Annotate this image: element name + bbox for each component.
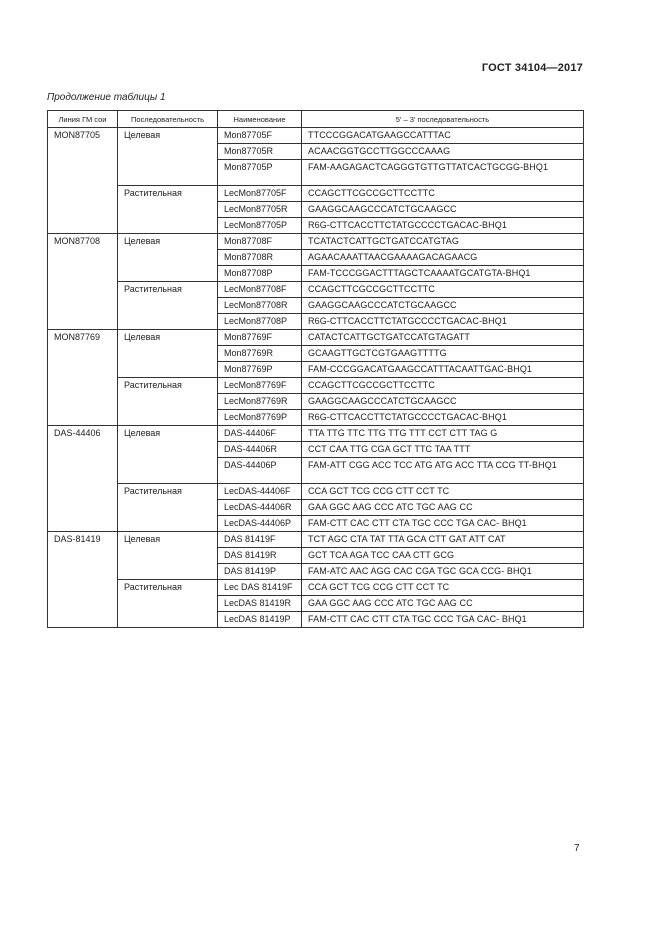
primer-sequence-cell: FAM-ATT CGG ACC TCC ATG ATG ACC TTA CCG TT-BHQ1	[302, 458, 584, 484]
table-header	[48, 111, 584, 128]
primers-table	[47, 110, 584, 628]
primer-name-cell: LecDAS-44406F	[218, 484, 302, 500]
primer-sequence-cell: R6G-CTTCACCTTCTATGCCCCTGACAC-BHQ1	[302, 410, 584, 426]
primer-name-cell: LecMon87708R	[218, 298, 302, 314]
sequence-type-cell: Растительная	[118, 186, 218, 234]
table-row	[48, 378, 584, 394]
primer-name-cell: Mon87769P	[218, 362, 302, 378]
gm-line-cell: MON87705	[48, 128, 118, 234]
primer-sequence-cell: TTCCCGGACATGAAGCCATTTAC	[302, 128, 584, 144]
table-row	[48, 234, 584, 250]
primer-name-cell: Mon87705R	[218, 144, 302, 160]
primer-sequence-cell: ACAACGGTGCCTTGGCCCAAAG	[302, 144, 584, 160]
gm-line-cell: DAS-44406	[48, 426, 118, 532]
primer-sequence-cell: TTA TTG TTC TTG TTG TTT CCT CTT TAG G	[302, 426, 584, 442]
primer-sequence-cell: R6G-CTTCACCTTCTATGCCCCTGACAC-BHQ1	[302, 314, 584, 330]
document-standard-number: ГОСТ 34104—2017	[481, 62, 583, 74]
primer-name-cell: DAS 81419R	[218, 548, 302, 564]
sequence-type-cell: Целевая	[118, 128, 218, 186]
primer-sequence-cell: CCT CAA TTG CGA GCT TTC TAA TTT	[302, 442, 584, 458]
primer-name-cell: Mon87708P	[218, 266, 302, 282]
sequence-type-cell: Целевая	[118, 426, 218, 484]
primer-name-cell: DAS 81419F	[218, 532, 302, 548]
primer-sequence-cell: GAA GGC AAG CCC ATC TGC AAG CC	[302, 500, 584, 516]
primer-sequence-cell: FAM-CCCGGACATGAAGCCATTTACAATTGAC-BHQ1	[302, 362, 584, 378]
primer-sequence-cell: GAAGGCAAGCCCATCTGCAAGCC	[302, 394, 584, 410]
gm-line-cell: DAS-81419	[48, 532, 118, 628]
primer-name-cell: DAS-44406P	[218, 458, 302, 484]
primer-name-cell: LecMon87705R	[218, 202, 302, 218]
gm-line-cell: MON87708	[48, 234, 118, 330]
primer-name-cell: Mon87769F	[218, 330, 302, 346]
table-row	[48, 532, 584, 548]
table-header-row	[48, 111, 584, 128]
primer-name-cell: LecMon87708P	[218, 314, 302, 330]
primer-name-cell: LecMon87769F	[218, 378, 302, 394]
primer-name-cell: LecMon87769R	[218, 394, 302, 410]
sequence-type-cell: Растительная	[118, 282, 218, 330]
primer-sequence-cell: GCAAGTTGCTCGTGAAGTTTTG	[302, 346, 584, 362]
primer-sequence-cell: CCA GCT TCG CCG CTT CCT TC	[302, 580, 584, 596]
column-header-name: Наименование	[218, 111, 302, 128]
table-body	[48, 128, 584, 628]
table-row	[48, 484, 584, 500]
primer-sequence-cell: AGAACAAATTAACGAAAAGACAGAACG	[302, 250, 584, 266]
primer-sequence-cell: CCAGCTTCGCCGCTTCCTTC	[302, 282, 584, 298]
primer-name-cell: Mon87708R	[218, 250, 302, 266]
table-caption: Продолжение таблицы 1	[47, 92, 166, 103]
primer-sequence-cell: GAAGGCAAGCCCATCTGCAAGCC	[302, 202, 584, 218]
primer-sequence-cell: R6G-CTTCACCTTCTATGCCCCTGACAC-BHQ1	[302, 218, 584, 234]
primer-name-cell: LecDAS-44406R	[218, 500, 302, 516]
primer-name-cell: Lec DAS 81419F	[218, 580, 302, 596]
primer-name-cell: Mon87705F	[218, 128, 302, 144]
table-row	[48, 128, 584, 144]
primer-sequence-cell: FAM-ATC AAC AGG CAC CGA TGC GCA CCG- BHQ1	[302, 564, 584, 580]
table-row	[48, 186, 584, 202]
gm-line-cell: MON87769	[48, 330, 118, 426]
sequence-type-cell: Целевая	[118, 532, 218, 580]
page-number: 7	[574, 843, 580, 854]
primer-name-cell: LecMon87708F	[218, 282, 302, 298]
sequence-type-cell: Растительная	[118, 378, 218, 426]
primer-sequence-cell: TCATACTCATTGCTGATCCATGTAG	[302, 234, 584, 250]
primer-name-cell: LecDAS 81419R	[218, 596, 302, 612]
primer-sequence-cell: GAAGGCAAGCCCATCTGCAAGCC	[302, 298, 584, 314]
primer-name-cell: DAS-44406R	[218, 442, 302, 458]
primer-name-cell: LecDAS 81419P	[218, 612, 302, 628]
primer-sequence-cell: GCT TCA AGA TCC CAA CTT GCG	[302, 548, 584, 564]
primer-sequence-cell: CCA GCT TCG CCG CTT CCT TC	[302, 484, 584, 500]
primer-name-cell: LecMon87705F	[218, 186, 302, 202]
sequence-type-cell: Целевая	[118, 330, 218, 378]
primer-name-cell: LecMon87705P	[218, 218, 302, 234]
sequence-type-cell: Растительная	[118, 580, 218, 628]
column-header-line: Линия ГМ сои	[48, 111, 118, 128]
sequence-type-cell: Целевая	[118, 234, 218, 282]
table-row	[48, 426, 584, 442]
primer-sequence-cell: FAM-CTT CAC CTT CTA TGC CCC TGA CAC- BHQ1	[302, 612, 584, 628]
primer-sequence-cell: CCAGCTTCGCCGCTTCCTTC	[302, 378, 584, 394]
table-row	[48, 282, 584, 298]
primer-sequence-cell: FAM-TCCCGGACTTTAGCTCAAAATGCATGTA-BHQ1	[302, 266, 584, 282]
column-header-sequence: 5' – 3' последовательность	[302, 111, 584, 128]
primer-name-cell: DAS 81419P	[218, 564, 302, 580]
primer-name-cell: DAS-44406F	[218, 426, 302, 442]
primer-sequence-cell: FAM-AAGAGACTCAGGGTGTTGTTATCACTGCGG-BHQ1	[302, 160, 584, 186]
sequence-type-cell: Растительная	[118, 484, 218, 532]
primer-name-cell: LecDAS-44406P	[218, 516, 302, 532]
primer-sequence-cell: TCT AGC CTA TAT TTA GCA CTT GAT ATT CAT	[302, 532, 584, 548]
table-row	[48, 580, 584, 596]
primer-sequence-cell: GAA GGC AAG CCC ATC TGC AAG CC	[302, 596, 584, 612]
primer-sequence-cell: CATACTCATTGCTGATCCATGTAGATT	[302, 330, 584, 346]
primer-sequence-cell: FAM-CTT CAC CTT CTA TGC CCC TGA CAC- BHQ1	[302, 516, 584, 532]
primer-name-cell: Mon87705P	[218, 160, 302, 186]
primer-sequence-cell: CCAGCTTCGCCGCTTCCTTC	[302, 186, 584, 202]
primer-name-cell: LecMon87769P	[218, 410, 302, 426]
table-row	[48, 330, 584, 346]
primer-name-cell: Mon87769R	[218, 346, 302, 362]
primer-name-cell: Mon87708F	[218, 234, 302, 250]
column-header-sequence-type: Последовательность	[118, 111, 218, 128]
